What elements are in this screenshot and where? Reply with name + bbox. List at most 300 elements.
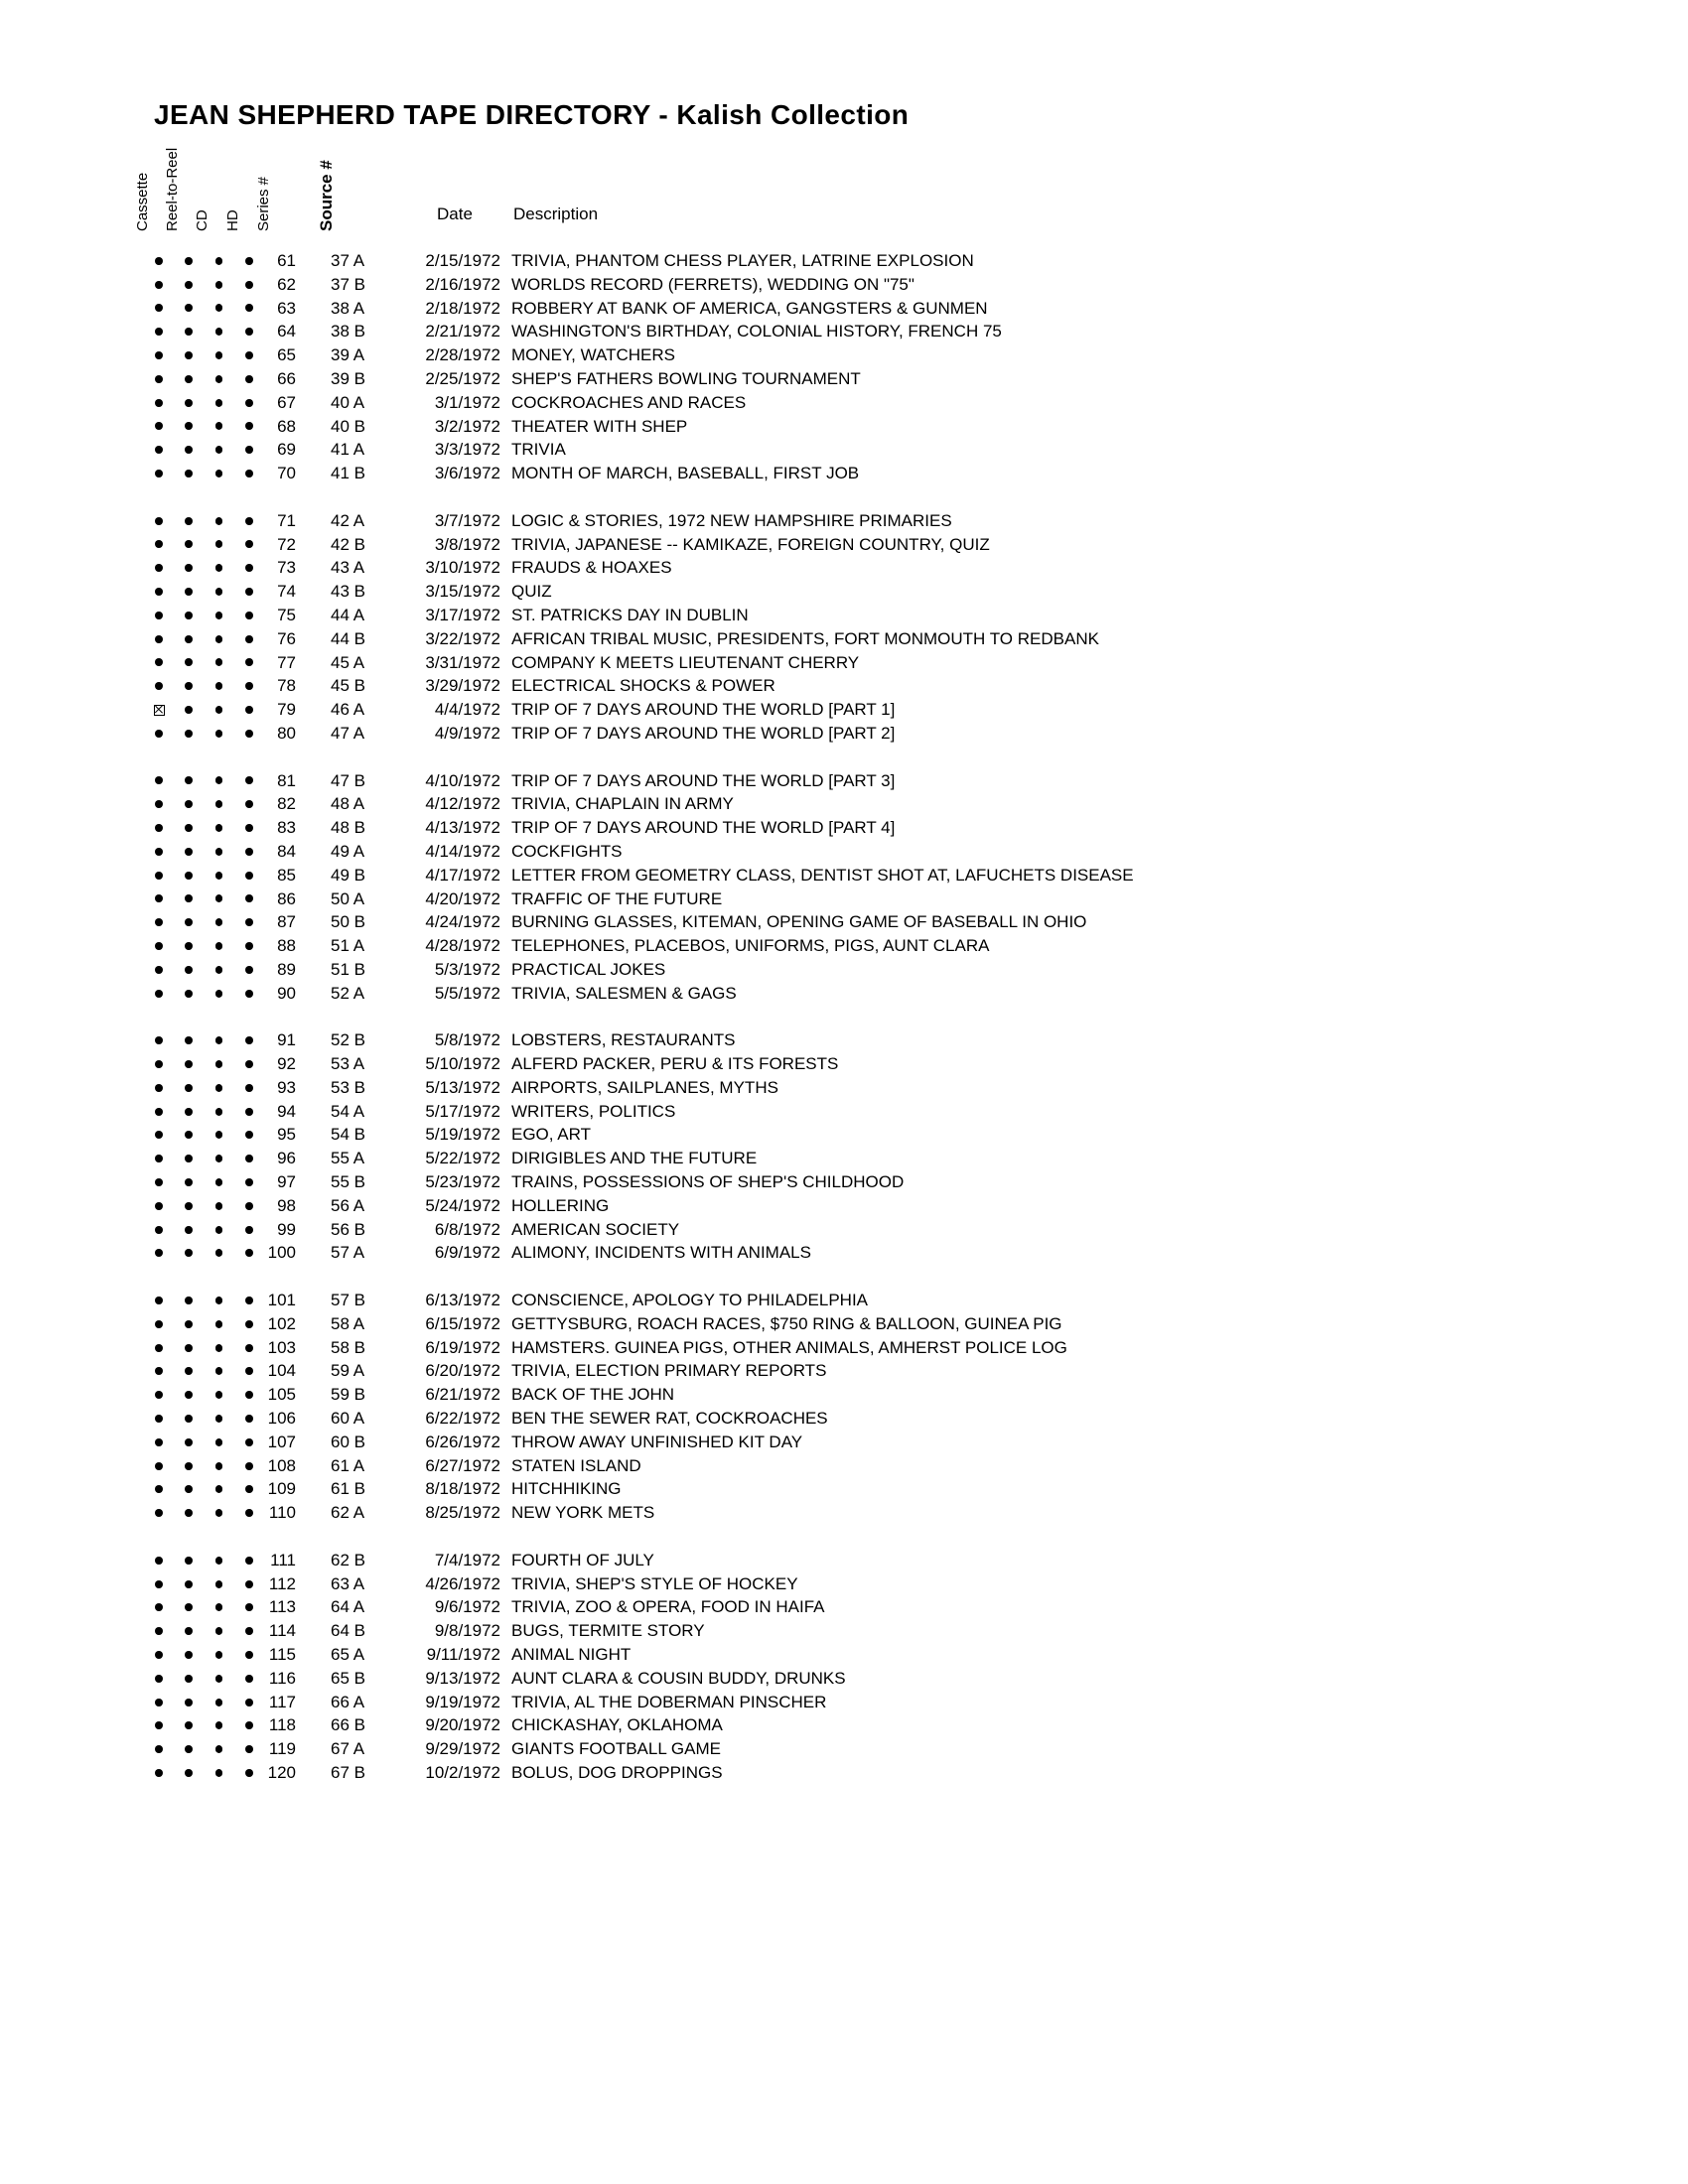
- table-row: [0, 769, 1688, 793]
- cassette-mark-cell: [144, 1359, 174, 1383]
- description-cell: HAMSTERS. GUINEA PIGS, OTHER ANIMALS, AMHERST POLICE LOG: [511, 1337, 1067, 1357]
- table-row: [0, 1667, 1688, 1691]
- cd-mark-cell: [204, 273, 234, 297]
- series-source-gap: [296, 1572, 331, 1596]
- series-source-gap: [296, 1407, 331, 1431]
- reel-to-reel-mark-cell: [174, 415, 204, 439]
- description-cell: GIANTS FOOTBALL GAME: [511, 1739, 721, 1759]
- series-source-gap: [296, 391, 331, 415]
- cd-mark-cell: [204, 934, 234, 958]
- reel-to-reel-mark-cell: [174, 958, 204, 982]
- date-description-gap: [500, 1572, 511, 1596]
- dot-icon: [185, 1155, 193, 1162]
- dot-icon: [155, 399, 163, 407]
- table-row: [0, 1619, 1688, 1643]
- date-description-gap: [500, 391, 511, 415]
- group-separator: [0, 1006, 1688, 1029]
- table-row: [0, 1052, 1688, 1076]
- description-cell: GETTYSBURG, ROACH RACES, $750 RING & BALLOON, GUINEA PIG: [511, 1313, 1062, 1333]
- dot-icon: [215, 1627, 223, 1635]
- dot-icon: [215, 966, 223, 974]
- dot-icon: [215, 942, 223, 950]
- reel-to-reel-mark-cell: [174, 1667, 204, 1691]
- date-description-gap: [500, 651, 511, 675]
- dot-icon: [215, 1699, 223, 1706]
- row-left-margin: [0, 1407, 144, 1431]
- series-number-cell: 113: [268, 1597, 296, 1617]
- dot-icon: [215, 1178, 223, 1186]
- table-row: [0, 651, 1688, 675]
- hd-mark-cell: [234, 249, 264, 273]
- dot-icon: [185, 328, 193, 336]
- table-row: [0, 982, 1688, 1006]
- source-number-cell: 54 B: [331, 1125, 365, 1145]
- reel-to-reel-mark-cell: [174, 1713, 204, 1737]
- date-description-gap: [500, 1667, 511, 1691]
- dot-icon: [215, 1060, 223, 1068]
- source-number-cell: 41 A: [331, 440, 365, 460]
- dot-icon: [245, 517, 253, 525]
- row-left-margin: [0, 1501, 144, 1525]
- cd-mark-cell: [204, 1407, 234, 1431]
- table-row: [0, 533, 1688, 557]
- description-cell: DIRIGIBLES AND THE FUTURE: [511, 1149, 758, 1168]
- dot-icon: [245, 1367, 253, 1375]
- date-description-gap: [500, 1619, 511, 1643]
- cassette-mark-cell: [144, 769, 174, 793]
- date-cell: 3/22/1972: [425, 628, 500, 648]
- description-cell: AIRPORTS, SAILPLANES, MYTHS: [511, 1077, 778, 1097]
- row-left-margin: [0, 1359, 144, 1383]
- description-cell: TRIVIA, CHAPLAIN IN ARMY: [511, 794, 734, 814]
- cd-mark-cell: [204, 1028, 234, 1052]
- hd-mark-cell: [234, 1170, 264, 1194]
- hd-mark-cell: [234, 627, 264, 651]
- dot-icon: [155, 1036, 163, 1044]
- table-row: [0, 792, 1688, 816]
- cd-mark-cell: [204, 958, 234, 982]
- series-number-cell: 97: [277, 1172, 296, 1192]
- cassette-mark-cell: [144, 1147, 174, 1170]
- cassette-mark-cell: [144, 1218, 174, 1242]
- cassette-mark-cell: [144, 297, 174, 321]
- dot-icon: [155, 1344, 163, 1352]
- dot-icon: [185, 706, 193, 714]
- series-number-cell: 67: [277, 392, 296, 412]
- reel-to-reel-mark-cell: [174, 249, 204, 273]
- description-cell: AUNT CLARA & COUSIN BUDDY, DRUNKS: [511, 1668, 846, 1688]
- dot-icon: [185, 517, 193, 525]
- series-number-cell: 66: [277, 368, 296, 388]
- table-row: [0, 415, 1688, 439]
- cassette-mark-cell: [144, 1454, 174, 1478]
- dot-icon: [245, 1155, 253, 1162]
- cd-mark-cell: [204, 297, 234, 321]
- cd-mark-cell: [204, 556, 234, 580]
- source-number-cell: 39 B: [331, 368, 365, 388]
- dot-icon: [185, 942, 193, 950]
- date-cell: 6/9/1972: [434, 1243, 500, 1263]
- description-cell: ALFERD PACKER, PERU & ITS FORESTS: [511, 1054, 839, 1074]
- dot-icon: [245, 1603, 253, 1611]
- series-source-gap: [296, 533, 331, 557]
- hd-mark-cell: [234, 604, 264, 627]
- description-cell: HOLLERING: [511, 1195, 610, 1215]
- row-left-margin: [0, 1289, 144, 1312]
- dot-icon: [215, 990, 223, 998]
- dot-icon: [185, 540, 193, 548]
- reel-to-reel-mark-cell: [174, 864, 204, 887]
- description-cell: QUIZ: [511, 582, 552, 602]
- table-row: [0, 438, 1688, 462]
- table-row: [0, 816, 1688, 840]
- description-cell: BUGS, TERMITE STORY: [511, 1621, 705, 1641]
- hd-mark-cell: [234, 1052, 264, 1076]
- row-left-margin: [0, 651, 144, 675]
- dot-icon: [185, 257, 193, 265]
- table-row: [0, 343, 1688, 367]
- date-cell: 6/13/1972: [425, 1291, 500, 1310]
- column-header-cd: CD: [194, 209, 211, 231]
- table-row: [0, 1218, 1688, 1242]
- series-number-cell: 78: [277, 676, 296, 696]
- cd-mark-cell: [204, 1761, 234, 1785]
- series-number-cell: 79: [277, 700, 296, 720]
- dot-icon: [245, 588, 253, 596]
- table-row: [0, 1076, 1688, 1100]
- dot-icon: [215, 658, 223, 666]
- row-left-margin: [0, 722, 144, 746]
- dot-icon: [185, 1557, 193, 1565]
- dot-icon: [155, 658, 163, 666]
- dot-icon: [155, 304, 163, 312]
- cassette-mark-cell: [144, 1289, 174, 1312]
- description-cell: CHICKASHAY, OKLAHOMA: [511, 1715, 723, 1735]
- date-description-gap: [500, 367, 511, 391]
- description-cell: AFRICAN TRIBAL MUSIC, PRESIDENTS, FORT MONMOUTH TO REDBANK: [511, 628, 1099, 648]
- description-cell: TRIVIA, SHEP'S STYLE OF HOCKEY: [511, 1573, 798, 1593]
- table-row: [0, 722, 1688, 746]
- description-cell: FOURTH OF JULY: [511, 1550, 654, 1570]
- dot-icon: [245, 942, 253, 950]
- date-cell: 3/10/1972: [425, 558, 500, 578]
- hd-mark-cell: [234, 1147, 264, 1170]
- dot-icon: [215, 1155, 223, 1162]
- column-header-reel-to-reel: Reel-to-Reel: [164, 147, 181, 231]
- cassette-mark-cell: [144, 1643, 174, 1667]
- table-row: [0, 934, 1688, 958]
- cd-mark-cell: [204, 320, 234, 343]
- dot-icon: [245, 1627, 253, 1635]
- description-cell: MONEY, WATCHERS: [511, 345, 675, 365]
- description-cell: BEN THE SEWER RAT, COCKROACHES: [511, 1409, 828, 1429]
- cassette-mark-cell: [144, 438, 174, 462]
- series-number-cell: 118: [268, 1715, 296, 1735]
- date-description-gap: [500, 1100, 511, 1124]
- hd-mark-cell: [234, 840, 264, 864]
- dot-icon: [185, 1675, 193, 1683]
- date-description-gap: [500, 864, 511, 887]
- cassette-mark-cell: [144, 273, 174, 297]
- reel-to-reel-mark-cell: [174, 1761, 204, 1785]
- cd-mark-cell: [204, 1170, 234, 1194]
- description-cell: FRAUDS & HOAXES: [511, 558, 672, 578]
- source-number-cell: 58 A: [331, 1313, 365, 1333]
- date-description-gap: [500, 627, 511, 651]
- series-number-cell: 69: [277, 440, 296, 460]
- series-source-gap: [296, 1359, 331, 1383]
- date-description-gap: [500, 1147, 511, 1170]
- series-number-cell: 71: [277, 510, 296, 530]
- series-source-gap: [296, 1643, 331, 1667]
- hd-mark-cell: [234, 1241, 264, 1265]
- row-left-margin: [0, 1123, 144, 1147]
- hd-mark-cell: [234, 438, 264, 462]
- date-description-gap: [500, 722, 511, 746]
- row-left-margin: [0, 1761, 144, 1785]
- reel-to-reel-mark-cell: [174, 1028, 204, 1052]
- hd-mark-cell: [234, 1643, 264, 1667]
- series-source-gap: [296, 1147, 331, 1170]
- dot-icon: [185, 1415, 193, 1423]
- reel-to-reel-mark-cell: [174, 769, 204, 793]
- dot-icon: [185, 375, 193, 383]
- source-number-cell: 52 B: [331, 1030, 365, 1050]
- dot-icon: [185, 612, 193, 619]
- dot-icon: [155, 1438, 163, 1446]
- dot-icon: [215, 894, 223, 902]
- reel-to-reel-mark-cell: [174, 438, 204, 462]
- series-number-cell: 82: [277, 794, 296, 814]
- dot-icon: [185, 281, 193, 289]
- row-left-margin: [0, 1691, 144, 1714]
- table-row: [0, 1643, 1688, 1667]
- date-cell: 8/18/1972: [425, 1479, 500, 1499]
- date-description-gap: [500, 958, 511, 982]
- date-cell: 3/7/1972: [434, 510, 500, 530]
- series-number-cell: 68: [277, 416, 296, 436]
- cd-mark-cell: [204, 1667, 234, 1691]
- date-description-gap: [500, 604, 511, 627]
- dot-icon: [155, 1769, 163, 1777]
- source-number-cell: 59 B: [331, 1385, 365, 1405]
- hd-mark-cell: [234, 1737, 264, 1761]
- cassette-mark-cell: [144, 604, 174, 627]
- dot-icon: [245, 848, 253, 856]
- group-separator: [0, 485, 1688, 509]
- description-cell: TRIVIA, AL THE DOBERMAN PINSCHER: [511, 1692, 827, 1711]
- dot-icon: [245, 872, 253, 880]
- dot-icon: [215, 1344, 223, 1352]
- date-description-gap: [500, 1761, 511, 1785]
- dot-icon: [155, 1651, 163, 1659]
- dot-icon: [215, 1036, 223, 1044]
- date-description-gap: [500, 887, 511, 911]
- reel-to-reel-mark-cell: [174, 343, 204, 367]
- date-cell: 3/2/1972: [434, 416, 500, 436]
- dot-icon: [155, 1391, 163, 1399]
- hd-mark-cell: [234, 533, 264, 557]
- dot-icon: [155, 351, 163, 359]
- source-number-cell: 66 A: [331, 1692, 365, 1711]
- cd-mark-cell: [204, 1123, 234, 1147]
- hd-mark-cell: [234, 1549, 264, 1572]
- date-description-gap: [500, 1407, 511, 1431]
- cd-mark-cell: [204, 840, 234, 864]
- row-left-margin: [0, 1147, 144, 1170]
- date-cell: 2/25/1972: [425, 368, 500, 388]
- series-number-cell: 106: [267, 1409, 296, 1429]
- dot-icon: [185, 1131, 193, 1139]
- dot-icon: [155, 1226, 163, 1234]
- source-number-cell: 40 B: [331, 416, 365, 436]
- series-number-cell: 93: [277, 1077, 296, 1097]
- reel-to-reel-mark-cell: [174, 887, 204, 911]
- table-row: [0, 1501, 1688, 1525]
- dot-icon: [185, 730, 193, 738]
- table-row: [0, 1713, 1688, 1737]
- dot-icon: [245, 990, 253, 998]
- hd-mark-cell: [234, 769, 264, 793]
- date-cell: 9/20/1972: [425, 1715, 500, 1735]
- dot-icon: [215, 399, 223, 407]
- reel-to-reel-mark-cell: [174, 1147, 204, 1170]
- series-number-cell: 117: [268, 1692, 296, 1711]
- hd-mark-cell: [234, 1454, 264, 1478]
- dot-icon: [215, 446, 223, 454]
- source-number-cell: 56 A: [331, 1195, 365, 1215]
- dot-icon: [245, 470, 253, 478]
- dot-icon: [185, 1249, 193, 1257]
- description-cell: WASHINGTON'S BIRTHDAY, COLONIAL HISTORY, FRENCH 75: [511, 322, 1002, 341]
- description-cell: LOGIC & STORIES, 1972 NEW HAMPSHIRE PRIMARIES: [511, 510, 952, 530]
- table-row: [0, 604, 1688, 627]
- series-source-gap: [296, 816, 331, 840]
- table-row: [0, 1691, 1688, 1714]
- dot-icon: [185, 1084, 193, 1092]
- table-row: [0, 1477, 1688, 1501]
- description-cell: TRAINS, POSSESSIONS OF SHEP'S CHILDHOOD: [511, 1172, 905, 1192]
- source-number-cell: 55 B: [331, 1172, 365, 1192]
- dot-icon: [245, 1036, 253, 1044]
- description-cell: THEATER WITH SHEP: [511, 416, 688, 436]
- table-row: [0, 1407, 1688, 1431]
- series-source-gap: [296, 438, 331, 462]
- dot-icon: [245, 966, 253, 974]
- date-cell: 6/20/1972: [425, 1361, 500, 1381]
- reel-to-reel-mark-cell: [174, 1312, 204, 1336]
- description-cell: COCKROACHES AND RACES: [511, 392, 747, 412]
- table-row: [0, 509, 1688, 533]
- date-description-gap: [500, 1454, 511, 1478]
- dot-icon: [245, 328, 253, 336]
- dot-icon: [185, 776, 193, 784]
- date-cell: 4/12/1972: [425, 794, 500, 814]
- cassette-mark-cell: [144, 1501, 174, 1525]
- hd-mark-cell: [234, 1076, 264, 1100]
- dot-icon: [155, 800, 163, 808]
- table-row: [0, 391, 1688, 415]
- hd-mark-cell: [234, 273, 264, 297]
- dot-icon: [215, 682, 223, 690]
- series-number-cell: 83: [277, 818, 296, 838]
- series-number-cell: 70: [277, 464, 296, 483]
- table-row: [0, 1100, 1688, 1124]
- cassette-mark-cell: [144, 249, 174, 273]
- date-cell: 4/14/1972: [425, 841, 500, 861]
- date-cell: 2/18/1972: [425, 298, 500, 318]
- row-left-margin: [0, 249, 144, 273]
- row-left-margin: [0, 438, 144, 462]
- date-cell: 8/25/1972: [425, 1503, 500, 1523]
- row-left-margin: [0, 343, 144, 367]
- column-header-date: Date: [437, 205, 473, 223]
- date-cell: 3/15/1972: [425, 582, 500, 602]
- dot-icon: [245, 1651, 253, 1659]
- reel-to-reel-mark-cell: [174, 1549, 204, 1572]
- source-number-cell: 54 A: [331, 1101, 365, 1121]
- table-row: [0, 1572, 1688, 1596]
- reel-to-reel-mark-cell: [174, 1241, 204, 1265]
- description-cell: WORLDS RECORD (FERRETS), WEDDING ON "75": [511, 274, 914, 294]
- dot-icon: [155, 422, 163, 430]
- hd-mark-cell: [234, 1477, 264, 1501]
- description-cell: CONSCIENCE, APOLOGY TO PHILADELPHIA: [511, 1291, 869, 1310]
- date-cell: 4/17/1972: [425, 865, 500, 885]
- description-cell: TRIVIA, ELECTION PRIMARY REPORTS: [511, 1361, 827, 1381]
- series-number-cell: 104: [267, 1361, 296, 1381]
- table-row: [0, 273, 1688, 297]
- hd-mark-cell: [234, 1431, 264, 1454]
- table-row: [0, 249, 1688, 273]
- dot-icon: [185, 800, 193, 808]
- date-cell: 6/19/1972: [425, 1337, 500, 1357]
- source-number-cell: 37 A: [331, 251, 365, 270]
- series-source-gap: [296, 415, 331, 439]
- description-cell: COMPANY K MEETS LIEUTENANT CHERRY: [511, 652, 860, 672]
- date-description-gap: [500, 580, 511, 604]
- source-number-cell: 40 A: [331, 392, 365, 412]
- reel-to-reel-mark-cell: [174, 297, 204, 321]
- cd-mark-cell: [204, 1691, 234, 1714]
- date-description-gap: [500, 910, 511, 934]
- date-cell: 9/8/1972: [434, 1621, 500, 1641]
- dot-icon: [185, 1627, 193, 1635]
- source-number-cell: 49 A: [331, 841, 365, 861]
- table-row: [0, 1359, 1688, 1383]
- hd-mark-cell: [234, 1100, 264, 1124]
- dot-icon: [245, 1415, 253, 1423]
- date-description-gap: [500, 1052, 511, 1076]
- cassette-mark-cell: [144, 1241, 174, 1265]
- date-cell: 10/2/1972: [425, 1763, 500, 1782]
- dot-icon: [185, 399, 193, 407]
- source-number-cell: 66 B: [331, 1715, 365, 1735]
- cassette-mark-cell: [144, 1549, 174, 1572]
- cassette-mark-cell: [144, 1383, 174, 1407]
- description-cell: TRIVIA, JAPANESE -- KAMIKAZE, FOREIGN COUNTRY, QUIZ: [511, 534, 990, 554]
- reel-to-reel-mark-cell: [174, 1737, 204, 1761]
- date-description-gap: [500, 533, 511, 557]
- row-left-margin: [0, 910, 144, 934]
- row-left-margin: [0, 934, 144, 958]
- date-description-gap: [500, 297, 511, 321]
- dot-icon: [185, 1060, 193, 1068]
- date-cell: 5/22/1972: [425, 1149, 500, 1168]
- series-source-gap: [296, 604, 331, 627]
- hd-mark-cell: [234, 674, 264, 698]
- cassette-mark-cell: [144, 816, 174, 840]
